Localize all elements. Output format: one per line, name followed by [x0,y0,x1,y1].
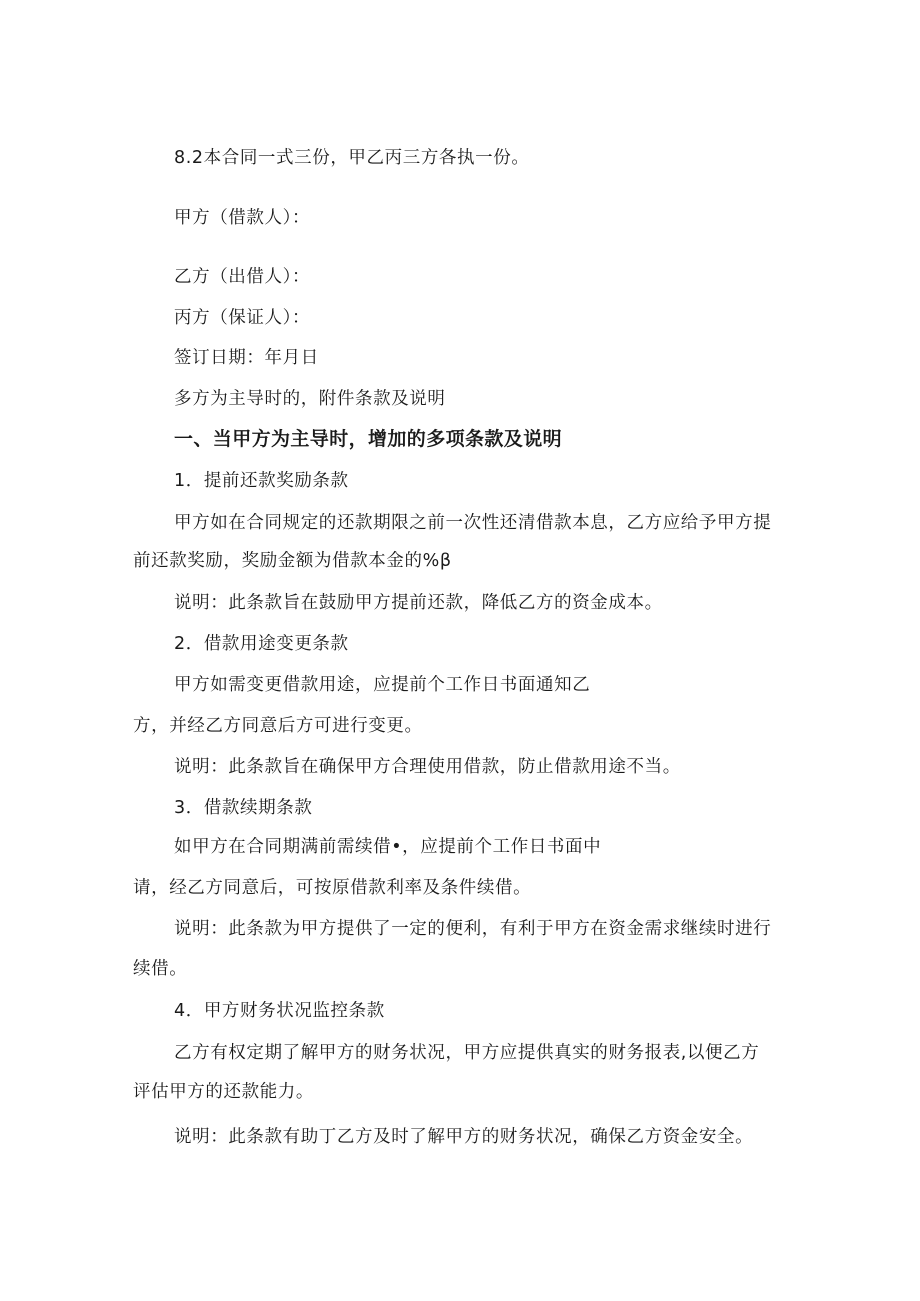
item-title: 3．借款续期条款 [174,798,313,818]
item-body-line: 甲方如在合同规定的还款期限之前一次性还清借款本息，乙方应给予甲方提 [174,513,772,533]
item-body-line: 甲方如需变更借款用途，应提前个工作日书面通知乙 [174,675,591,695]
sign-date-line: 签订日期：年月日 [174,348,319,368]
item-body-line: 如甲方在合同期满前需续借•，应提前个工作日书面中 [174,837,602,857]
section-heading: 一、当甲方为主导时，增加的多项条款及说明 [174,428,563,450]
item-body-line: 前还款奖励，奖励金额为借款本金的%β [133,551,452,571]
item-body-line: 评估甲方的还款能力。 [133,1082,314,1102]
item-body-line: 请，经乙方同意后，可按原借款利率及条件续借。 [133,878,532,898]
item-note: 续借。 [133,959,188,979]
item-note: 说明：此条款为甲方提供了一定的便利，有利于甲方在资金需求继续时进行 [174,919,772,939]
item-title: 1．提前还款奖励条款 [174,471,349,491]
item-note: 说明：此条款旨在确保甲方合理使用借款，防止借款用途不当。 [174,757,681,777]
item-note: 说明：此条款有助丁乙方及时了解甲方的财务状况，确保乙方资金安全。 [174,1127,754,1147]
item-title: 4．甲方财务状况监控条款 [174,1001,385,1021]
appendix-intro: 多方为主导时的，附件条款及说明 [174,389,446,409]
item-body-line: 方，并经乙方同意后方可进行变更。 [133,716,423,736]
clause-8-2: 8.2本合同一式三份，甲乙丙三方各执一份。 [174,148,530,168]
party-a-signature-line: 甲方（借款人）： [174,208,311,228]
item-note: 说明：此条款旨在鼓励甲方提前还款，降低乙方的资金成本。 [174,593,663,613]
party-c-signature-line: 丙方（保证人）： [174,308,311,328]
item-title: 2．借款用途变更条款 [174,634,349,654]
item-body-line: 乙方有权定期了解甲方的财务状况，甲方应提供真实的财务报表,以便乙方 [174,1043,760,1063]
party-b-signature-line: 乙方（出借人）： [174,267,311,287]
